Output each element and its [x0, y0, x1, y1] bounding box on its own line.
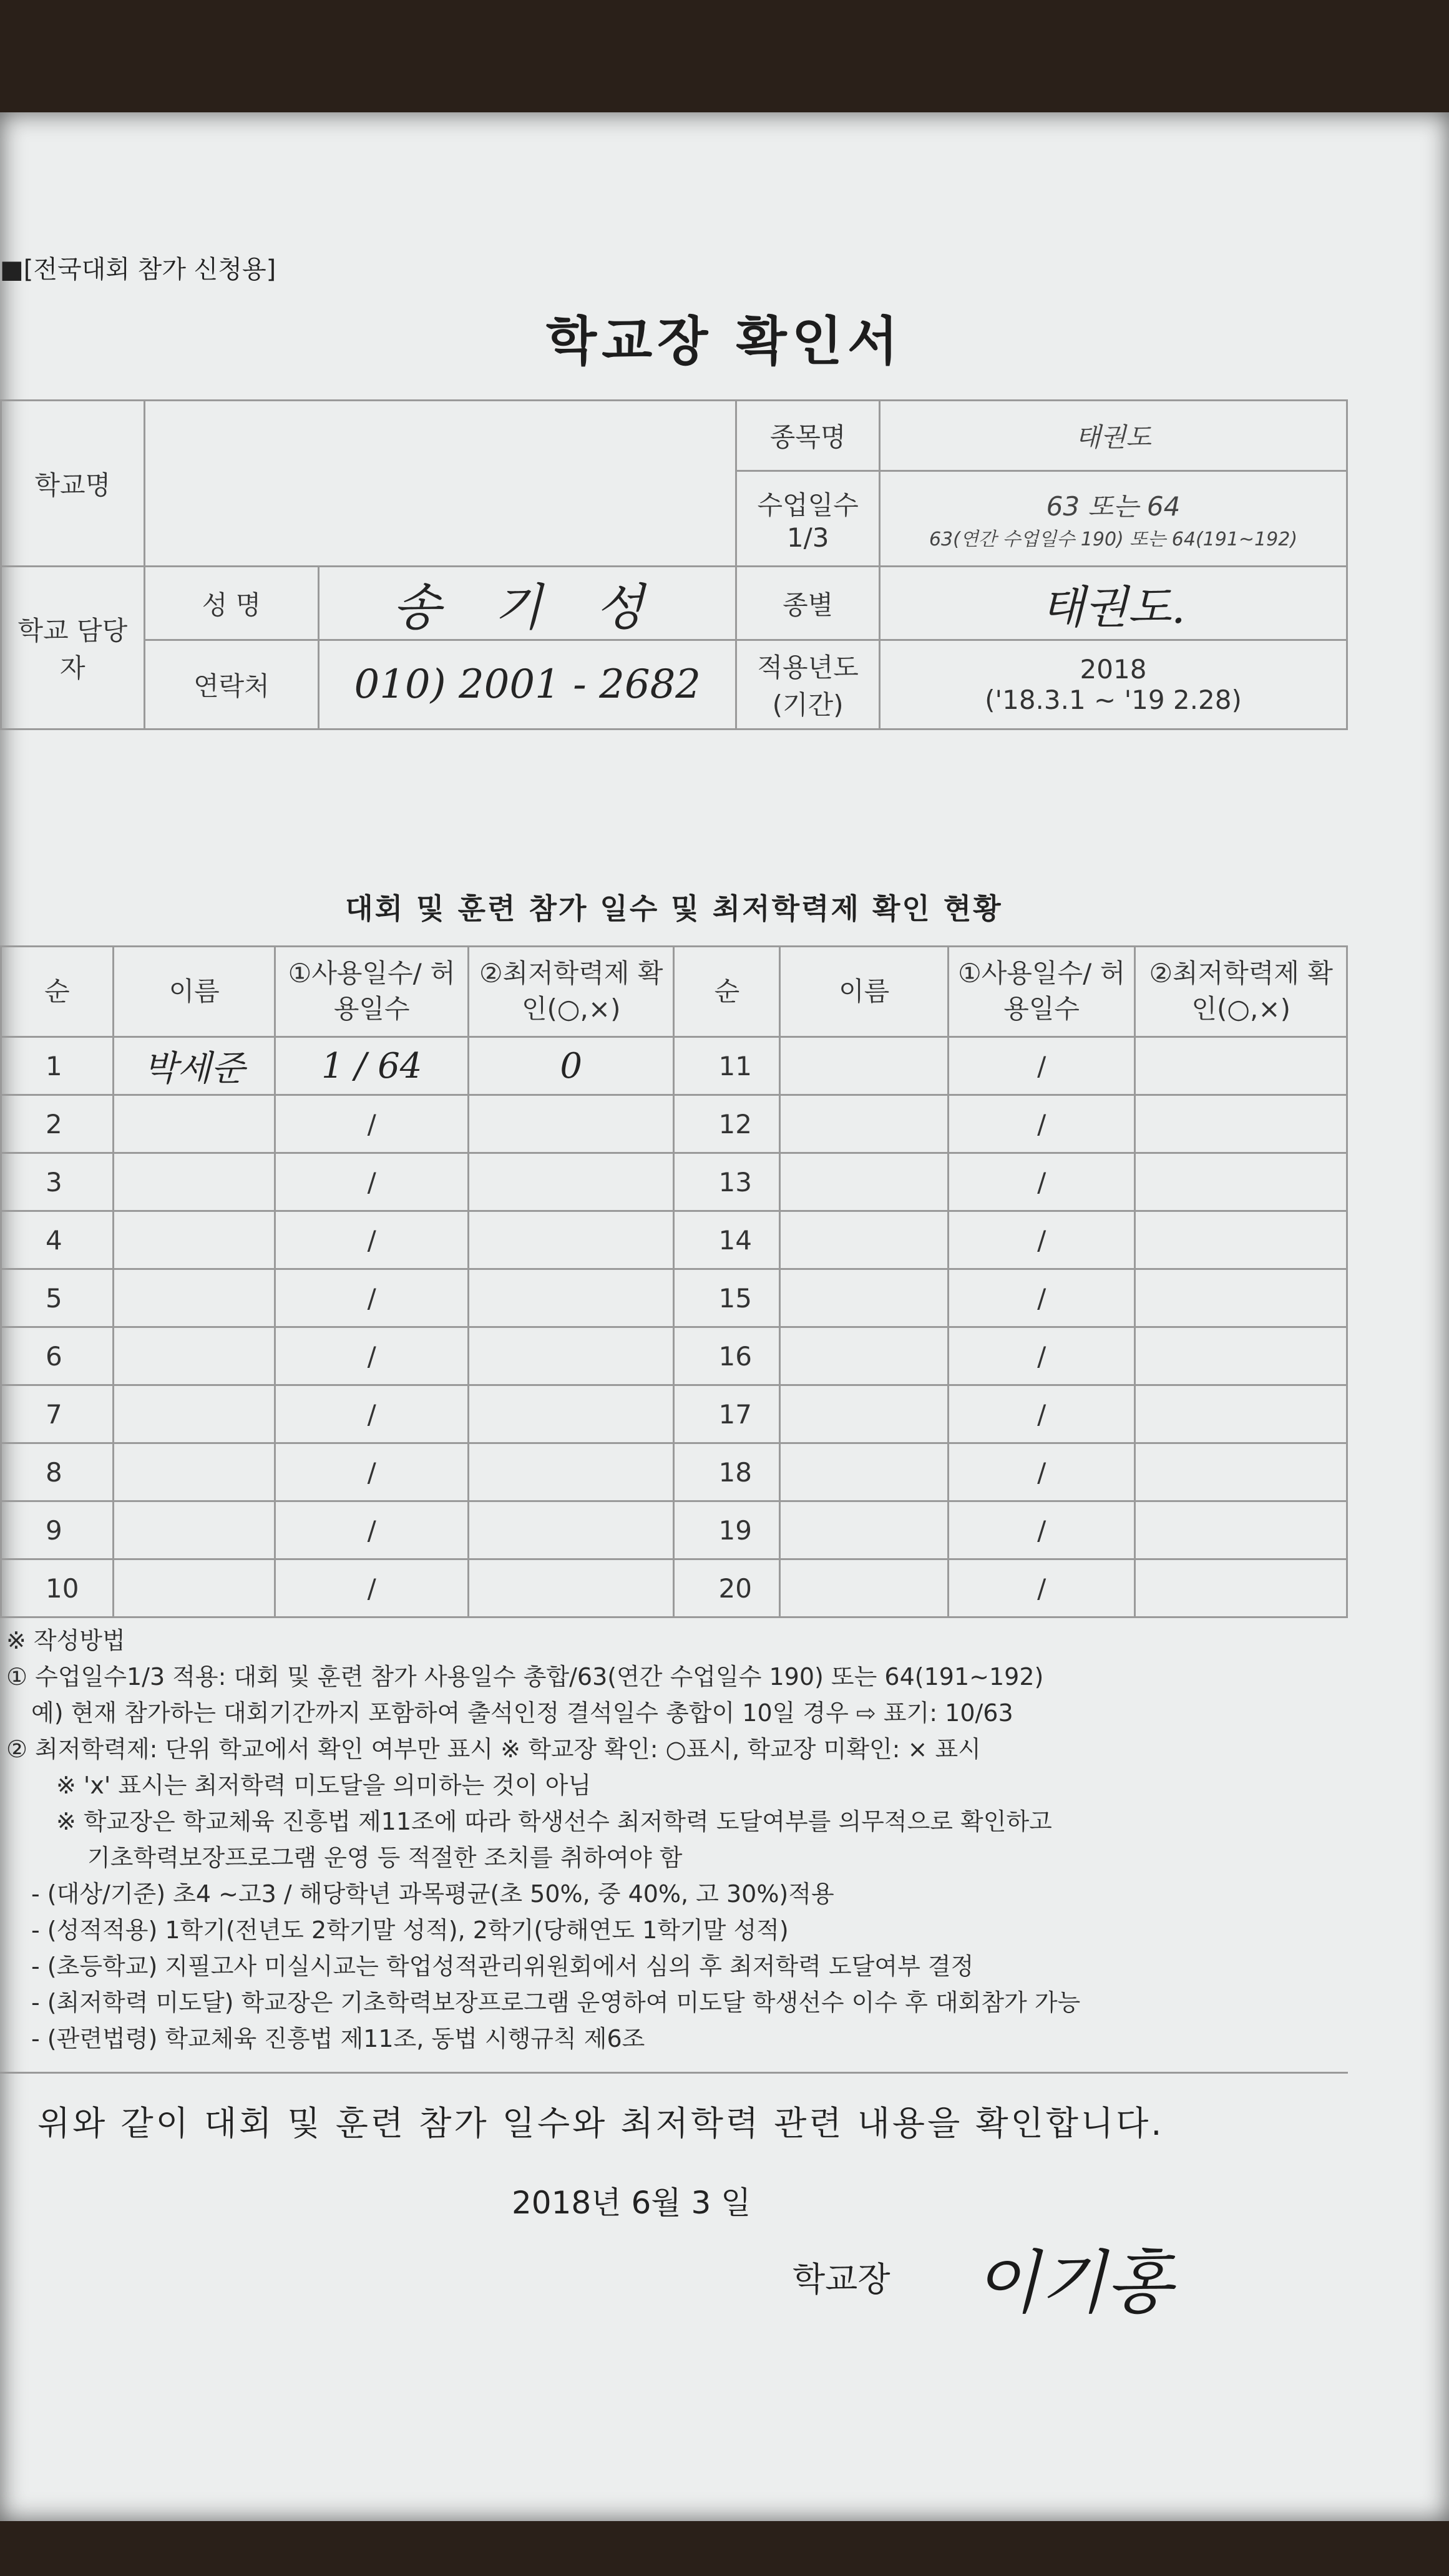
row-number: 13 — [674, 1153, 780, 1211]
sport-name-value: 태권도 — [880, 401, 1347, 471]
row-days: / — [948, 1559, 1134, 1617]
roster-table — [0, 945, 1348, 1618]
row-name — [780, 1153, 949, 1211]
table-row — [1, 1501, 1347, 1559]
row-name: 박세준 — [113, 1037, 275, 1095]
row-check — [468, 1501, 674, 1559]
row-check — [1135, 1037, 1347, 1095]
row-number: 19 — [674, 1501, 780, 1559]
row-days: / — [948, 1501, 1134, 1559]
row-days: / — [275, 1385, 469, 1443]
header-tag: ■[전국대회 참가 신청용] — [0, 255, 276, 284]
row-days: / — [948, 1269, 1134, 1327]
row-check — [1135, 1153, 1347, 1211]
row-check — [1135, 1385, 1347, 1443]
principal-label: 학교장 — [793, 2260, 890, 2299]
row-number: 1 — [1, 1037, 114, 1095]
row-days: / — [948, 1211, 1134, 1269]
row-name — [780, 1211, 949, 1269]
note-item: - (최저학력 미도달) 학교장은 기초학력보장프로그램 운영하여 미도달 학생선수 이수 후 대회참가 가능 — [31, 1989, 1081, 2016]
row-name — [113, 1153, 275, 1211]
class-days-label: 수업일수 1/3 — [736, 471, 880, 567]
table-row — [1, 1269, 1347, 1327]
row-number: 12 — [674, 1095, 780, 1153]
row-check — [1135, 1269, 1347, 1327]
row-name — [780, 1501, 949, 1559]
row-check — [1135, 1443, 1347, 1501]
note-item: - (초등학교) 지필고사 미실시교는 학업성적관리위원회에서 심의 후 최저학력 도달여부 결정 — [31, 1953, 974, 1980]
row-check — [1135, 1095, 1347, 1153]
note-item: ① 수업일수1/3 적용: 대회 및 훈련 참가 사용일수 총합/63(연간 수업일수 190) 또는 64(191~192) — [6, 1663, 1044, 1690]
date-text: 2018년 6월 3 일 — [512, 2185, 751, 2221]
staff-name-value: 송 기 성 — [319, 567, 736, 640]
row-check — [1135, 1559, 1347, 1617]
sport-name-label: 종목명 — [736, 401, 880, 471]
row-days: / — [275, 1501, 469, 1559]
staff-label: 학교 담당자 — [1, 567, 145, 729]
row-check — [468, 1559, 674, 1617]
table-row — [1, 1153, 1347, 1211]
row-name — [780, 1037, 949, 1095]
row-days: / — [275, 1211, 469, 1269]
row-days: / — [948, 1385, 1134, 1443]
roster-header: 순 — [1, 947, 114, 1037]
note-item: ※ 'x' 표시는 최저학력 미도달을 의미하는 것이 아님 — [56, 1772, 592, 1799]
roster-header: 순 — [674, 947, 780, 1037]
row-check — [468, 1385, 674, 1443]
class-days-value: 63 또는 64 — [1046, 491, 1181, 522]
note-item: 기초학력보장프로그램 운영 등 적절한 조치를 취하여야 함 — [87, 1844, 683, 1871]
event-label: 종별 — [736, 567, 880, 640]
roster-header: 이름 — [113, 947, 275, 1037]
row-check — [468, 1153, 674, 1211]
class-days-note: 63(연간 수업일수 190) 또는 64(191~192) — [929, 529, 1298, 550]
row-number: 4 — [1, 1211, 114, 1269]
row-name — [780, 1269, 949, 1327]
row-name — [780, 1327, 949, 1385]
row-number: 2 — [1, 1095, 114, 1153]
confirm-text: 위와 같이 대회 및 훈련 참가 일수와 최저학력 관련 내용을 확인합니다. — [37, 2104, 1164, 2143]
row-number: 11 — [674, 1037, 780, 1095]
year-value: 2018 — [1080, 654, 1147, 685]
table-row — [1, 1095, 1347, 1153]
row-days: / — [275, 1443, 469, 1501]
school-name-value — [144, 401, 736, 567]
divider — [0, 2072, 1348, 2074]
row-days: / — [948, 1037, 1134, 1095]
row-name — [113, 1385, 275, 1443]
period-value: ('18.3.1 ~ '19 2.28) — [985, 685, 1242, 715]
contact-label: 연락처 — [144, 640, 319, 729]
row-number: 17 — [674, 1385, 780, 1443]
roster-header: ②최저학력제 확인(○,×) — [468, 947, 674, 1037]
row-name — [113, 1559, 275, 1617]
row-name — [780, 1559, 949, 1617]
note-item: ② 최저학력제: 단위 학교에서 확인 여부만 표시 ※ 학교장 확인: ○표시, 학교장 미확인: × 표시 — [6, 1735, 981, 1763]
roster-header: ②최저학력제 확인(○,×) — [1135, 947, 1347, 1037]
row-name — [113, 1269, 275, 1327]
row-name — [113, 1501, 275, 1559]
class-days-cell — [880, 471, 1347, 567]
name-label: 성 명 — [144, 567, 319, 640]
row-check: 0 — [468, 1037, 674, 1095]
row-number: 3 — [1, 1153, 114, 1211]
contact-value: 010) 2001 - 2682 — [319, 640, 736, 729]
school-name-label: 학교명 — [1, 401, 145, 567]
row-name — [780, 1385, 949, 1443]
roster-header: ①사용일수/ 허용일수 — [948, 947, 1134, 1037]
row-name — [113, 1211, 275, 1269]
row-days: / — [948, 1443, 1134, 1501]
roster-header: ①사용일수/ 허용일수 — [275, 947, 469, 1037]
row-days: / — [275, 1559, 469, 1617]
row-days: / — [275, 1095, 469, 1153]
roster-header: 이름 — [780, 947, 949, 1037]
table-row — [1, 1037, 1347, 1095]
row-number: 20 — [674, 1559, 780, 1617]
note-item: 예) 현재 참가하는 대회기간까지 포함하여 출석인정 결석일수 총합이 10일 경우 ⇨ 표기: 10/63 — [31, 1699, 1013, 1727]
row-name — [780, 1443, 949, 1501]
row-check — [468, 1211, 674, 1269]
row-days: / — [275, 1153, 469, 1211]
row-number: 18 — [674, 1443, 780, 1501]
page-title: 학교장 확인서 — [545, 311, 904, 372]
event-value: 태권도. — [880, 567, 1347, 640]
table-row — [1, 1559, 1347, 1617]
row-days: / — [948, 1095, 1134, 1153]
table-row — [1, 1443, 1347, 1501]
row-check — [468, 1095, 674, 1153]
row-number: 16 — [674, 1327, 780, 1385]
row-name — [780, 1095, 949, 1153]
table-row — [1, 1211, 1347, 1269]
principal-signature: 이기홍 — [973, 2243, 1173, 2323]
year-cell — [880, 640, 1347, 729]
year-label: 적용년도 (기간) — [736, 640, 880, 729]
note-item: - (대상/기준) 초4 ~고3 / 해당학년 과목평균(초 50%, 중 40%, 고 30%)적용 — [31, 1880, 834, 1908]
row-days: / — [275, 1269, 469, 1327]
note-item: - (관련법령) 학교체육 진흥법 제11조, 동법 시행규칙 제6조 — [31, 2025, 645, 2052]
row-check — [1135, 1501, 1347, 1559]
row-days: / — [275, 1327, 469, 1385]
table-row — [1, 1327, 1347, 1385]
row-number: 5 — [1, 1269, 114, 1327]
divider — [0, 1616, 1348, 1618]
notes — [6, 1622, 1367, 2057]
section-title: 대회 및 훈련 참가 일수 및 최저학력제 확인 현황 — [345, 892, 1003, 925]
row-number: 10 — [1, 1559, 114, 1617]
row-name — [113, 1095, 275, 1153]
row-number: 6 — [1, 1327, 114, 1385]
row-check — [1135, 1211, 1347, 1269]
note-item: ※ 학교장은 학교체육 진흥법 제11조에 따라 학생선수 최저학력 도달여부를 의무적으로 확인하고 — [56, 1808, 1052, 1835]
row-number: 7 — [1, 1385, 114, 1443]
row-number: 15 — [674, 1269, 780, 1327]
row-number: 9 — [1, 1501, 114, 1559]
table-row — [1, 1385, 1347, 1443]
row-days: / — [948, 1327, 1134, 1385]
row-name — [113, 1327, 275, 1385]
row-number: 8 — [1, 1443, 114, 1501]
row-check — [468, 1269, 674, 1327]
row-number: 14 — [674, 1211, 780, 1269]
info-table — [0, 399, 1348, 730]
note-heading: ※ 작성방법 — [6, 1627, 125, 1654]
row-check — [468, 1443, 674, 1501]
row-name — [113, 1443, 275, 1501]
row-check — [468, 1327, 674, 1385]
row-days: 1 / 64 — [275, 1037, 469, 1095]
row-days: / — [948, 1153, 1134, 1211]
row-check — [1135, 1327, 1347, 1385]
note-item: - (성적적용) 1학기(전년도 2학기말 성적), 2학기(당해연도 1학기말 성적) — [31, 1916, 789, 1944]
